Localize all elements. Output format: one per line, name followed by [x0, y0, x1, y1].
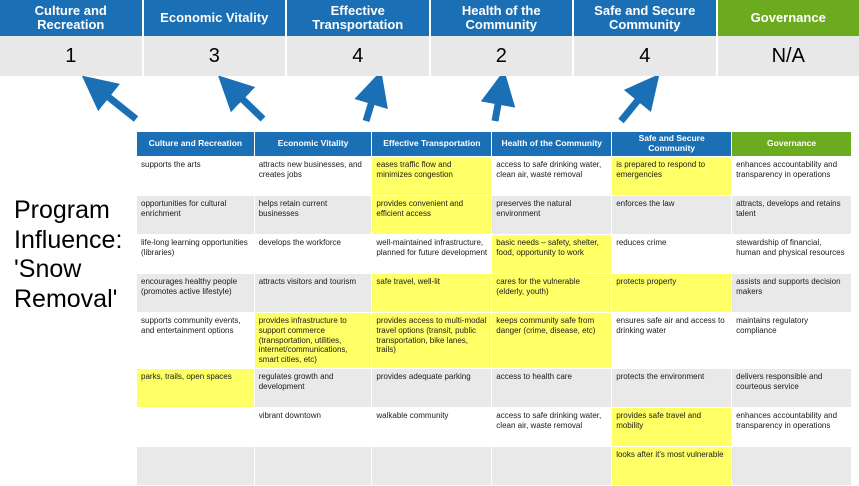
matrix-cell: provides convenient and efficient access	[372, 196, 492, 235]
matrix-cell: parks, trails, open spaces	[137, 368, 255, 407]
matrix-cell	[137, 446, 255, 485]
matrix-cell: is prepared to respond to emergencies	[612, 157, 732, 196]
matrix-cell: safe travel, well-lit	[372, 274, 492, 313]
scorecard-score-culture-and-recreation: 1	[0, 36, 144, 76]
matrix-cell: maintains regulatory compliance	[732, 313, 852, 369]
matrix-cell: develops the workforce	[254, 235, 372, 274]
matrix-cell	[137, 407, 255, 446]
arrow-economic-vitality	[231, 88, 263, 119]
matrix-header-effective-transportation: Effective Transportation	[372, 132, 492, 157]
scorecard-score-row	[0, 36, 859, 76]
scorecard-header-effective-transportation: Effective Transportation	[287, 0, 431, 36]
arrow-effective-transportation	[366, 88, 376, 121]
matrix-cell: eases traffic flow and minimizes congestion	[372, 157, 492, 196]
matrix-cell: basic needs – safety, shelter, food, opportunity to work	[492, 235, 612, 274]
matrix-cell: looks after it's most vulnerable	[612, 446, 732, 485]
results-matrix	[136, 131, 852, 486]
matrix-body	[137, 157, 852, 486]
arrow-culture-and-recreation	[96, 87, 136, 119]
matrix-cell	[372, 446, 492, 485]
matrix-cell: reduces crime	[612, 235, 732, 274]
scorecard-score-effective-transportation: 4	[287, 36, 431, 76]
matrix-cell: protects the environment	[612, 368, 732, 407]
matrix-cell: provides infrastructure to support commerce (transportation, utilities, internet/communications, smart cities, etc)	[254, 313, 372, 369]
matrix-cell: attracts new businesses, and creates jobs	[254, 157, 372, 196]
table-row	[137, 157, 852, 196]
matrix-cell: enhances accountability and transparency in operations	[732, 407, 852, 446]
matrix-cell: attracts, develops and retains talent	[732, 196, 852, 235]
matrix-header-economic-vitality: Economic Vitality	[254, 132, 372, 157]
matrix-cell: well-maintained infrastructure, planned for future development	[372, 235, 492, 274]
arrow-group	[0, 76, 859, 134]
matrix-header-governance: Governance	[732, 132, 852, 157]
scorecard-summary-bar	[0, 0, 859, 76]
matrix-cell: attracts visitors and tourism	[254, 274, 372, 313]
table-row	[137, 235, 852, 274]
matrix-cell: provides adequate parking	[372, 368, 492, 407]
matrix-cell: encourages healthy people (promotes active lifestyle)	[137, 274, 255, 313]
matrix-cell: supports the arts	[137, 157, 255, 196]
matrix-cell: enhances accountability and transparency in operations	[732, 157, 852, 196]
scorecard-score-health-of-the-community: 2	[431, 36, 575, 76]
matrix-cell: access to safe drinking water, clean air, waste removal	[492, 407, 612, 446]
matrix-header-safe-and-secure-community: Safe and Secure Community	[612, 132, 732, 157]
scorecard-header-governance: Governance	[718, 0, 859, 36]
matrix-cell: protects property	[612, 274, 732, 313]
matrix-cell: delivers responsible and courteous service	[732, 368, 852, 407]
matrix-header-row	[137, 132, 852, 157]
matrix-cell: assists and supports decision makers	[732, 274, 852, 313]
scorecard-header-row	[0, 0, 859, 36]
matrix-cell	[254, 446, 372, 485]
matrix-cell: ensures safe air and access to drinking water	[612, 313, 732, 369]
matrix-cell: opportunities for cultural enrichment	[137, 196, 255, 235]
matrix-cell: supports community events, and entertainment options	[137, 313, 255, 369]
table-row	[137, 196, 852, 235]
matrix-cell: cares for the vulnerable (elderly, youth)	[492, 274, 612, 313]
table-row	[137, 274, 852, 313]
arrow-safe-and-secure-community	[621, 88, 648, 121]
matrix-cell: stewardship of financial, human and physical resources	[732, 235, 852, 274]
matrix-cell: preserves the natural environment	[492, 196, 612, 235]
matrix-cell: provides access to multi-modal travel options (transit, public transportation, bike lanes, trails)	[372, 313, 492, 369]
table-row	[137, 407, 852, 446]
matrix-cell: enforces the law	[612, 196, 732, 235]
scorecard-header-safe-and-secure-community: Safe and Secure Community	[574, 0, 718, 36]
matrix-cell	[732, 446, 852, 485]
matrix-cell: walkable community	[372, 407, 492, 446]
table-row	[137, 368, 852, 407]
program-influence-label: Program Influence: 'Snow Removal'	[14, 196, 132, 314]
matrix-cell: keeps community safe from danger (crime, disease, etc)	[492, 313, 612, 369]
scorecard-score-governance: N/A	[718, 36, 859, 76]
scorecard-header-culture-and-recreation: Culture and Recreation	[0, 0, 144, 36]
matrix-cell: vibrant downtown	[254, 407, 372, 446]
table-row	[137, 313, 852, 369]
scorecard-header-health-of-the-community: Health of the Community	[431, 0, 575, 36]
matrix-cell: provides safe travel and mobility	[612, 407, 732, 446]
scorecard-header-economic-vitality: Economic Vitality	[144, 0, 288, 36]
scorecard-score-safe-and-secure-community: 4	[574, 36, 718, 76]
arrow-health-of-the-community	[495, 88, 501, 121]
matrix-header-health-of-the-community: Health of the Community	[492, 132, 612, 157]
matrix-cell: access to health care	[492, 368, 612, 407]
matrix-cell: helps retain current businesses	[254, 196, 372, 235]
matrix-cell: regulates growth and development	[254, 368, 372, 407]
matrix-cell: access to safe drinking water, clean air, waste removal	[492, 157, 612, 196]
matrix-cell: life-long learning opportunities (libraries)	[137, 235, 255, 274]
matrix-header-culture-and-recreation: Culture and Recreation	[137, 132, 255, 157]
matrix-cell	[492, 446, 612, 485]
table-row	[137, 446, 852, 485]
scorecard-score-economic-vitality: 3	[144, 36, 288, 76]
